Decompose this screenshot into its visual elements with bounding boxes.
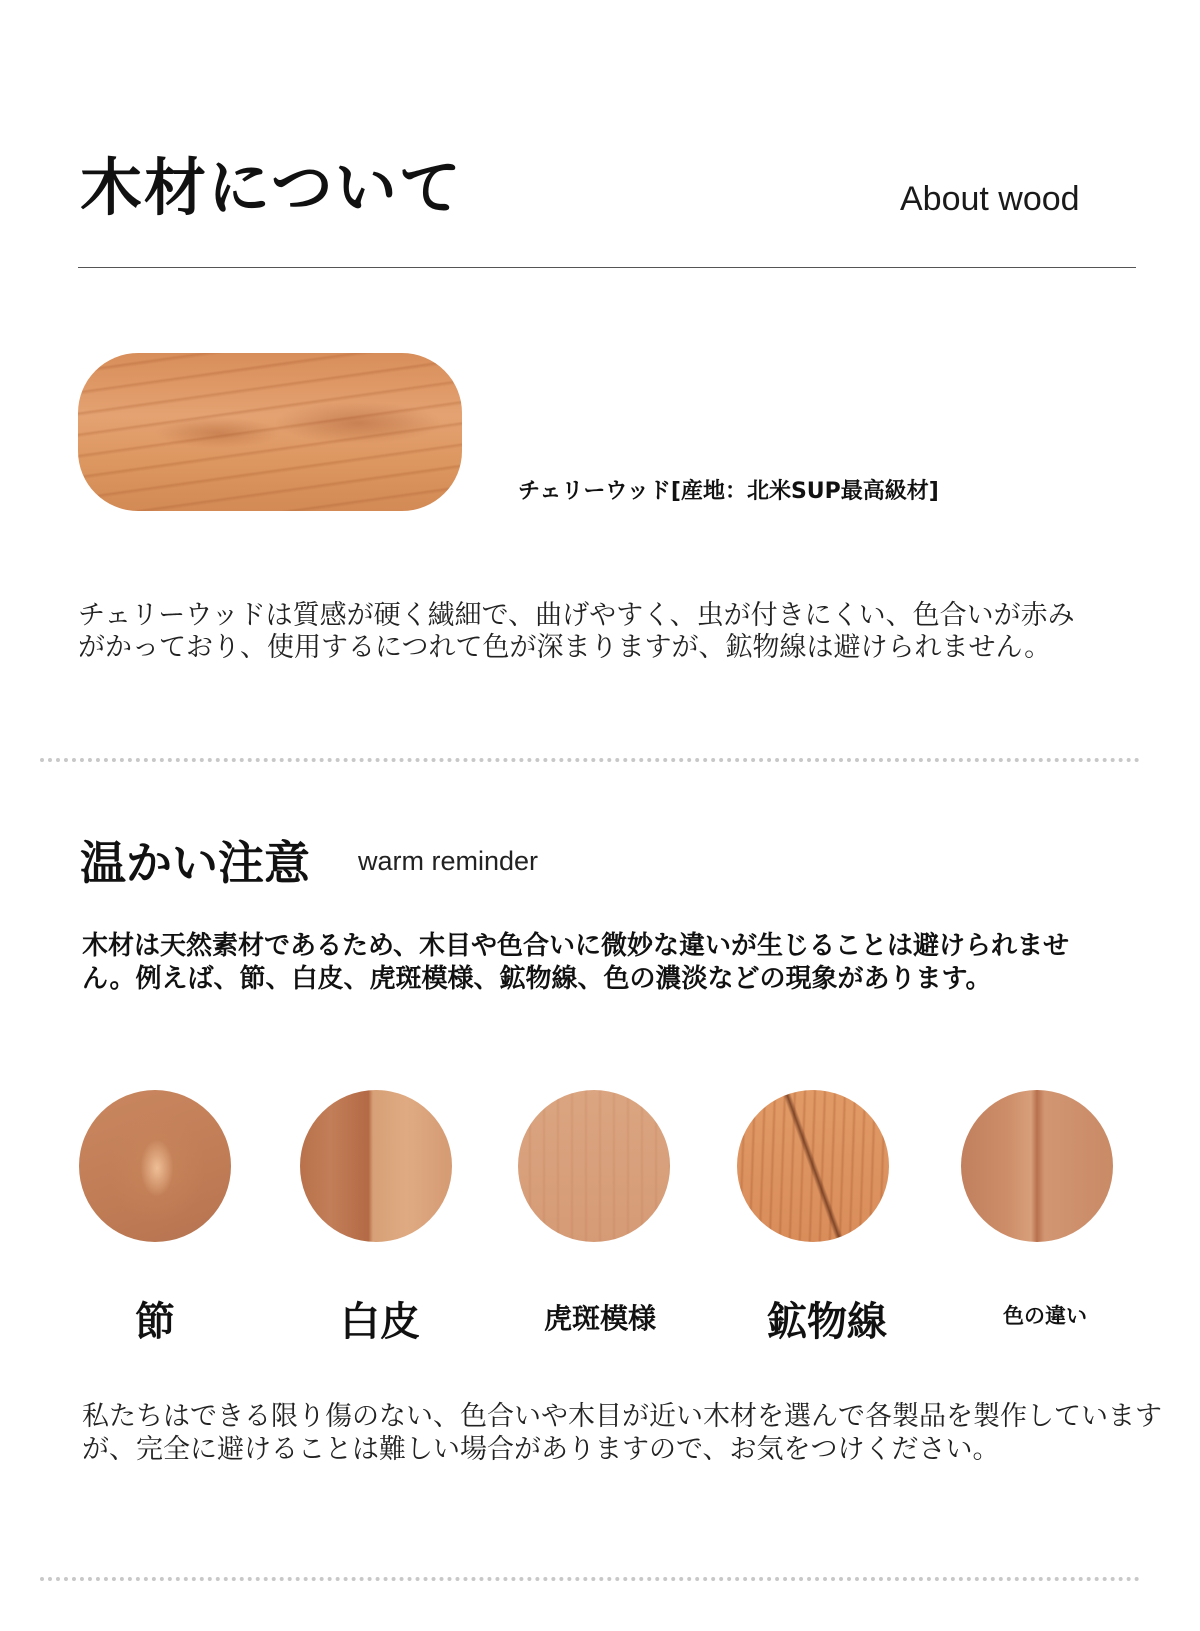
knot-swatch-image xyxy=(79,1090,231,1242)
tiger-stripe-swatch-image xyxy=(518,1090,670,1242)
wood-description-line-2: がかっており、使用するにつれて色が深まりますが、鉱物線は避けられません。 xyxy=(78,632,1052,663)
page-title: 木材について xyxy=(80,151,463,224)
reminder-note: 木材は天然素材であるため、木目や色合いに微妙な違いが生じることは避けられません。例えば、節、白皮、虎斑模様、鉱物線、色の濃淡などの現象があります。 xyxy=(82,931,1069,994)
dotted-divider xyxy=(40,758,1140,762)
swatch-label-mineral-streak: 鉱物線 xyxy=(767,1299,887,1345)
swatch-label-tiger-stripe: 虎斑模様 xyxy=(543,1302,656,1335)
swatch-label-knot: 節 xyxy=(135,1299,175,1345)
color-variation-swatch-image xyxy=(961,1090,1113,1242)
reminder-title-en: warm reminder xyxy=(358,846,539,876)
bottom-dotted-divider xyxy=(40,1577,1140,1581)
cherry-wood-sample-image xyxy=(78,353,462,511)
mineral-streak-swatch-image xyxy=(737,1090,889,1242)
swatch-label-sapwood: 白皮 xyxy=(340,1299,420,1345)
wood-description xyxy=(78,600,1188,664)
wood-description-line-1: チェリーウッドは質感が硬く繊細で、曲げやすく、虫が付きにくい、色合いが赤み xyxy=(78,600,1075,631)
sapwood-swatch-image xyxy=(300,1090,452,1242)
page-subtitle-en: About wood xyxy=(900,180,1080,218)
wood-name-label: チェリーウッド[産地：北米SUP最高級材] xyxy=(518,479,939,504)
swatch-label-color-variation: 色の違い xyxy=(1003,1304,1087,1328)
header-divider xyxy=(78,267,1136,268)
reminder-title: 温かい注意 xyxy=(80,836,310,890)
closing-paragraph: 私たちはできる限り傷のない、色合いや木目が近い木材を選んで各製品を製作していますが、完全に避けることは難しい場合がありますので、お気をつけください。 xyxy=(82,1401,1162,1465)
